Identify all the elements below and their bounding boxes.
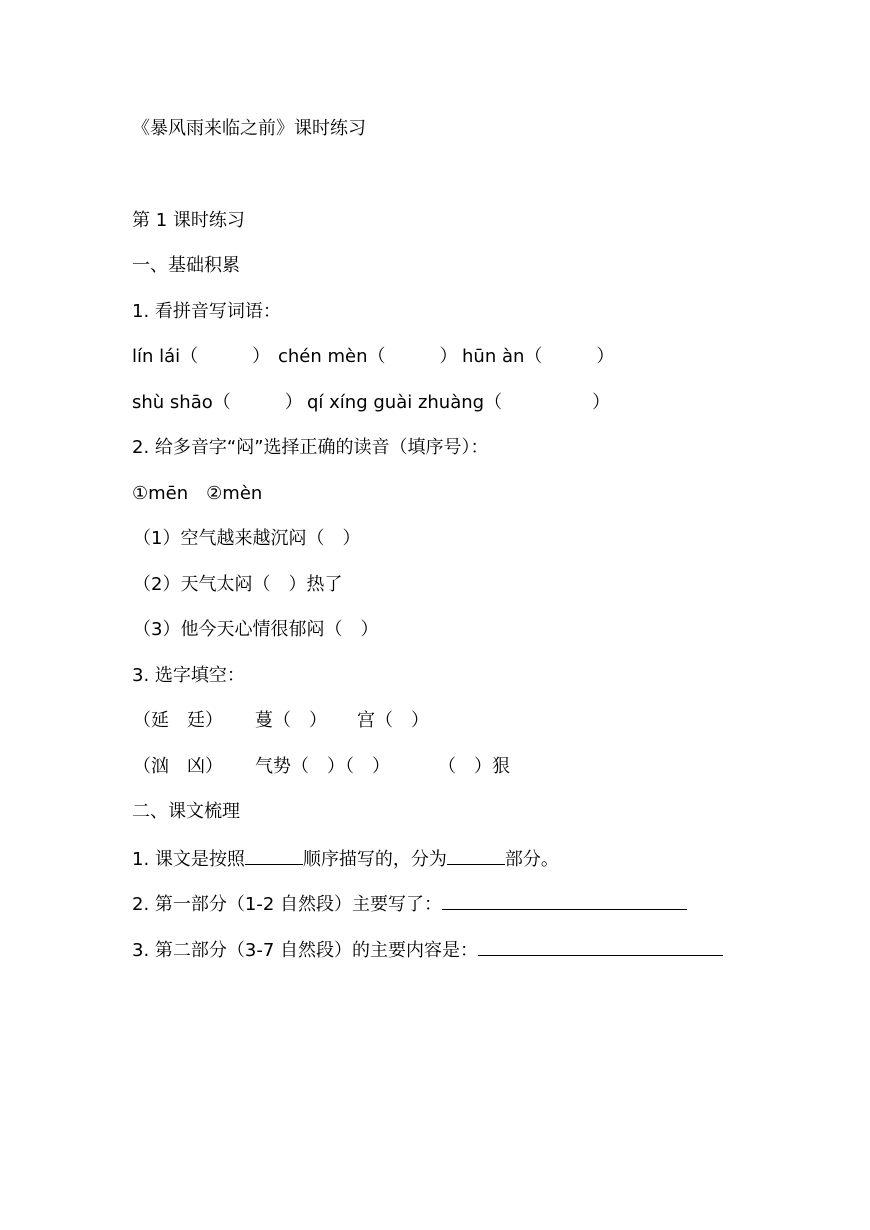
pinyin-item: qí xíng guài zhuàng（ ） [307, 392, 611, 413]
question-text: 部分。 [504, 849, 559, 870]
char-choice-pair: （汹 凶） [133, 756, 223, 777]
pinyin-item: hūn àn（ ） [462, 346, 615, 367]
lesson-heading: 第 1 课时练习 [132, 210, 245, 231]
question-3-prompt: 3. 选字填空： [132, 665, 245, 686]
fill-blank-item: 气势（ ）（ ） [255, 756, 390, 777]
question-2-prompt: 2. 给多音字“闷”选择正确的读音（填序号）： [132, 437, 489, 458]
question-1-prompt: 1. 看拼音写词语： [132, 301, 281, 322]
question-text: 3. 第二部分（3-7 自然段）的主要内容是： [132, 940, 479, 961]
outline-question-1 [132, 846, 559, 872]
char-choice-pair: （延 廷） [133, 710, 223, 731]
pinyin-item: lín lái（ ） [132, 346, 271, 367]
outline-question-2 [132, 891, 687, 917]
outline-question-3 [132, 937, 723, 963]
polyphone-item: （2）天气太闷（ ）热了 [133, 574, 343, 595]
polyphone-item: （1）空气越来越沉闷（ ） [133, 528, 361, 549]
pinyin-item: shù shāo（ ） [132, 392, 303, 413]
question-text: 顺序描写的，分为 [302, 849, 447, 870]
question-text: 1. 课文是按照 [132, 849, 245, 870]
pinyin-item: chén mèn（ ） [278, 346, 458, 367]
answer-blank[interactable] [245, 846, 303, 865]
fill-blank-item: 蔓（ ） [255, 710, 327, 731]
polyphone-item: （3）他今天心情很郁闷（ ） [133, 619, 379, 640]
question-text: 2. 第一部分（1-2 自然段）主要写了： [132, 894, 443, 915]
fill-blank-item: （ ）狠 [438, 756, 510, 777]
document-title: 《暴风雨来临之前》课时练习 [132, 118, 366, 139]
fill-blank-item: 宫（ ） [357, 710, 429, 731]
section-heading-outline: 二、课文梳理 [132, 801, 240, 822]
section-heading-basics: 一、基础积累 [132, 255, 240, 276]
answer-blank[interactable] [442, 891, 687, 910]
answer-blank[interactable] [478, 937, 723, 956]
answer-blank[interactable] [447, 846, 505, 865]
pronunciation-options: ①mēn ②mèn [132, 483, 263, 504]
